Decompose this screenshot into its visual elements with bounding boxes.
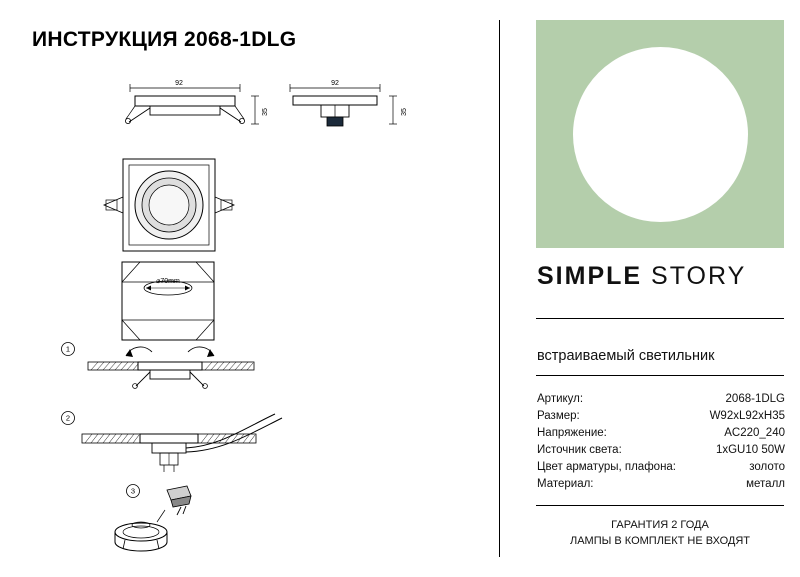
page-title: ИНСТРУКЦИЯ 2068-1DLG xyxy=(32,28,297,51)
brand-word-2: STORY xyxy=(651,262,747,290)
lamp-circle-graphic xyxy=(573,47,748,222)
spec-value: W92xL92xH35 xyxy=(709,410,785,422)
spec-row xyxy=(537,459,785,476)
step-2-label: 2 xyxy=(65,413,71,423)
drawing-section-front xyxy=(95,78,280,148)
spec-row xyxy=(537,391,785,408)
step-3-label: 3 xyxy=(130,486,136,496)
brand-image-panel xyxy=(536,20,784,248)
spec-value: металл xyxy=(746,478,785,490)
svg-text:92: 92 xyxy=(331,80,339,87)
lamp-not-included-note: ЛАМПЫ В КОМПЛЕКТ НЕ ВХОДЯТ xyxy=(569,535,751,547)
divider-line-3 xyxy=(536,505,784,506)
drawing-front-face xyxy=(98,155,248,255)
brand-word-1: SIMPLE xyxy=(537,262,643,290)
spec-value: 1xGU10 50W xyxy=(715,444,785,456)
spec-label: Материал: xyxy=(537,478,594,490)
spec-value: 2068-1DLG xyxy=(725,393,785,405)
divider-line-2 xyxy=(536,375,784,376)
product-subtitle: встраиваемый светильник xyxy=(537,348,715,364)
drawing-cutout xyxy=(100,258,250,343)
step-1-label: 1 xyxy=(65,344,71,354)
drawing-step-3 xyxy=(95,482,255,557)
spec-row xyxy=(537,408,785,425)
spec-value: золото xyxy=(749,461,785,473)
spec-label: Размер: xyxy=(537,410,580,422)
spec-label: Напряжение: xyxy=(537,427,607,439)
vertical-divider xyxy=(499,20,500,557)
brand-logo xyxy=(537,262,746,291)
spec-label: Цвет арматуры, плафона: xyxy=(537,461,677,473)
warranty-note: ГАРАНТИЯ 2 ГОДА xyxy=(611,519,709,531)
spec-row xyxy=(537,476,785,493)
spec-label: Источник света: xyxy=(537,444,622,456)
footer-notes xyxy=(536,517,784,549)
cutout-diameter-label: ⌀70mm xyxy=(156,278,180,285)
spec-table xyxy=(537,391,785,493)
spec-row xyxy=(537,425,785,442)
spec-row xyxy=(537,442,785,459)
right-column xyxy=(516,0,800,577)
dim-width-label: 92 xyxy=(175,80,183,87)
spec-value: AC220_240 xyxy=(724,427,785,439)
drawing-section-side xyxy=(275,78,435,148)
svg-text:35: 35 xyxy=(401,108,408,116)
drawing-step-1 xyxy=(60,340,280,400)
dim-height-label: 35 xyxy=(262,108,269,116)
spec-label: Артикул: xyxy=(537,393,584,405)
divider-line-1 xyxy=(536,318,784,319)
drawing-step-2 xyxy=(60,408,300,478)
